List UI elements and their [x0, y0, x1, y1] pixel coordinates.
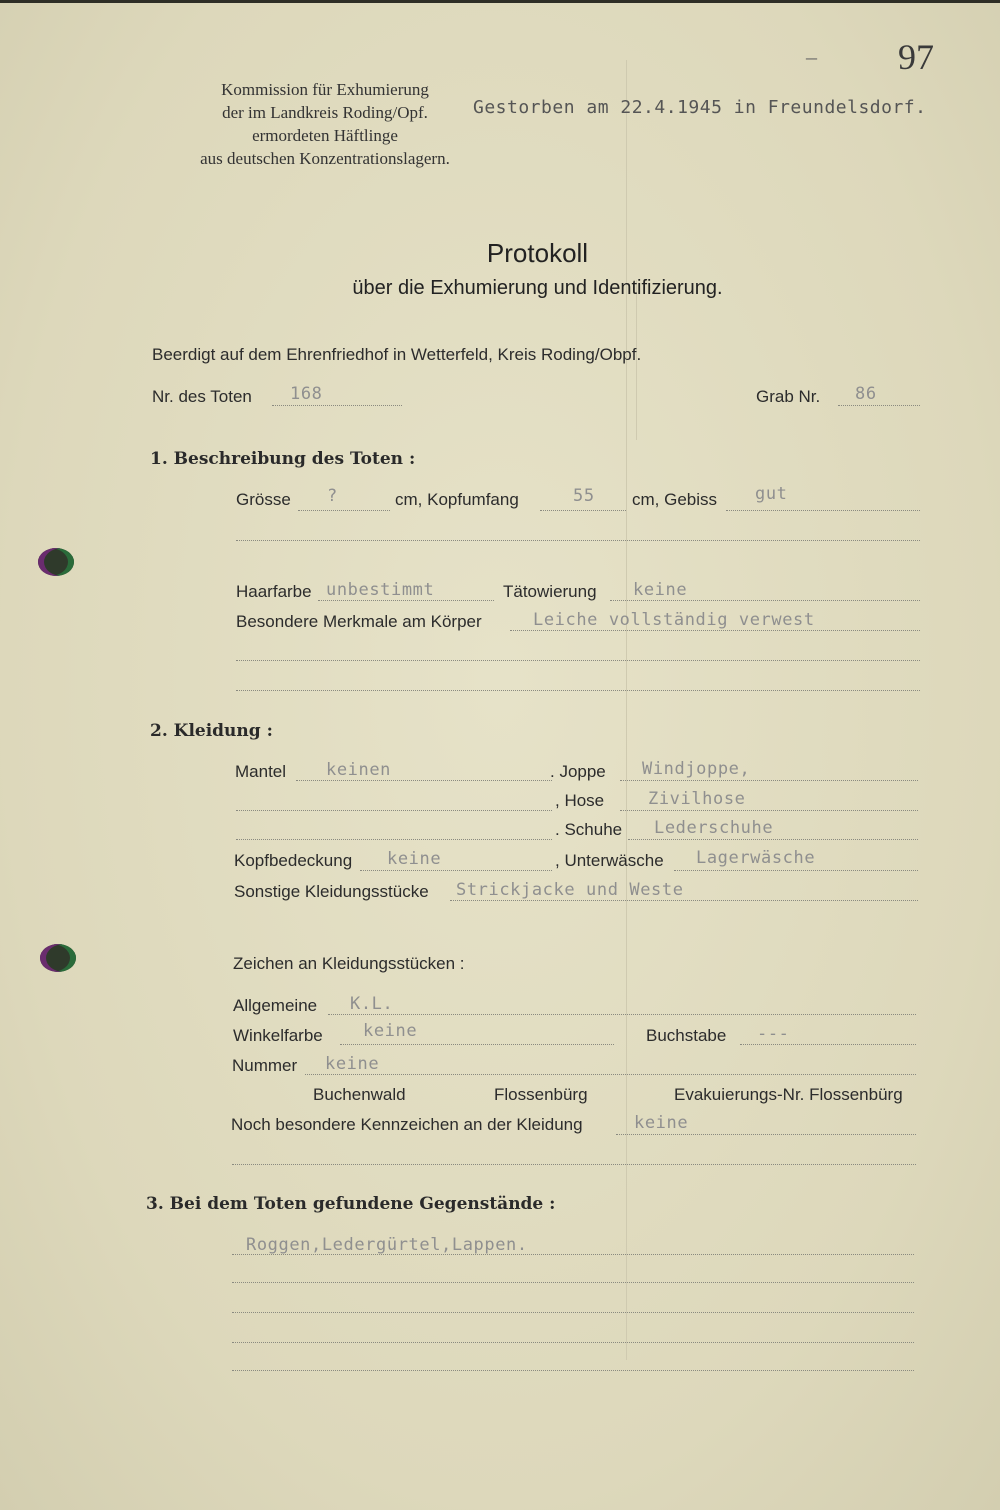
dotted-line [296, 780, 552, 781]
other-clothing-value: Strickjacke und Weste [456, 880, 684, 900]
tattoo-label: Tätowierung [503, 582, 597, 601]
trousers-label: , Hose [555, 791, 605, 810]
page-title: Protokoll [486, 238, 589, 268]
scan-top-edge [0, 0, 1000, 3]
shoes-label: . Schuhe [555, 820, 623, 839]
dotted-line [340, 1044, 614, 1045]
coat-label: Mantel [235, 762, 287, 781]
burial-line: Beerdigt auf dem Ehrenfriedhof in Wetterfeld, Kreis Roding/Obpf. [152, 345, 642, 364]
commission-line-4: aus deutschen Konzentrationslagern. [200, 149, 450, 168]
dotted-line [232, 1254, 914, 1255]
triangle-color-label: Winkelfarbe [233, 1026, 323, 1045]
cm-head-label: cm, Kopfumfang [395, 490, 519, 509]
death-note: Gestorben am 22.4.1945 in Freundelsdorf. [473, 97, 927, 118]
dead-number-value: 168 [290, 384, 323, 404]
commission-line-3: ermordeten Häftlinge [252, 126, 398, 145]
dotted-line [838, 405, 920, 406]
dotted-line [360, 870, 552, 871]
dotted-line [232, 1342, 914, 1343]
section-3-heading: 3. Bei dem Toten gefundene Gegenstände : [146, 1194, 556, 1214]
commission-line-2: der im Landkreis Roding/Opf. [222, 103, 428, 122]
features-label: Besondere Merkmale am Körper [236, 612, 482, 631]
jacket-label: . Joppe [550, 762, 606, 781]
commission-line-1: Kommission für Exhumierung [221, 80, 429, 99]
dotted-line [726, 510, 920, 511]
dotted-line [232, 1282, 914, 1283]
dotted-line [272, 405, 402, 406]
dotted-line [328, 1014, 916, 1015]
dotted-line [232, 1370, 914, 1371]
height-value: ? [327, 486, 338, 506]
page-subtitle: über die Exhumierung und Identifizierung. [352, 277, 723, 299]
dotted-line [616, 1134, 916, 1135]
dotted-line [620, 810, 918, 811]
dotted-line [236, 810, 552, 811]
grave-number-value: 86 [855, 384, 877, 404]
hair-value: unbestimmt [326, 580, 435, 600]
dead-number-label: Nr. des Toten [152, 387, 252, 406]
shoes-value: Lederschuhe [654, 818, 774, 838]
general-mark-value: K.L. [350, 994, 394, 1014]
other-clothing-label: Sonstige Kleidungsstücke [234, 882, 429, 901]
marks-heading: Zeichen an Kleidungsstücken : [233, 954, 465, 973]
number-value: keine [325, 1054, 380, 1074]
tattoo-value: keine [633, 580, 688, 600]
headwear-value: keine [387, 849, 442, 869]
triangle-color-value: keine [363, 1021, 418, 1041]
underwear-label: , Unterwäsche [555, 851, 664, 870]
trousers-value: Zivilhose [648, 789, 746, 809]
punch-hole [38, 548, 74, 576]
dotted-line [298, 510, 390, 511]
coat-value: keinen [326, 760, 392, 780]
dotted-line [510, 630, 920, 631]
dotted-line [540, 510, 626, 511]
hair-label: Haarfarbe [236, 582, 312, 601]
dotted-line [236, 690, 920, 691]
page-number: 97 [898, 37, 934, 77]
headwear-label: Kopfbedeckung [234, 851, 353, 870]
dotted-line [232, 1312, 914, 1313]
camp-buchenwald: Buchenwald [313, 1085, 406, 1104]
camp-flossenbuerg: Flossenbürg [494, 1085, 588, 1104]
items-value: Roggen,Ledergürtel,Lappen. [246, 1235, 528, 1255]
page-mark: – [806, 44, 817, 69]
dotted-line [318, 600, 494, 601]
letter-value: --- [757, 1024, 790, 1044]
underwear-value: Lagerwäsche [696, 848, 816, 868]
features-value: Leiche vollständig verwest [533, 610, 815, 630]
dotted-line [305, 1074, 916, 1075]
dotted-line [620, 780, 918, 781]
special-marks-label: Noch besondere Kennzeichen an der Kleidung [231, 1115, 583, 1134]
dotted-line [610, 600, 920, 601]
letter-label: Buchstabe [646, 1026, 727, 1045]
camp-evacuation: Evakuierungs-Nr. Flossenbürg [674, 1085, 903, 1104]
dotted-line [232, 1164, 916, 1165]
jacket-value: Windjoppe, [642, 759, 751, 779]
dotted-line [450, 900, 918, 901]
dotted-line [236, 839, 552, 840]
section-1-heading: 1. Beschreibung des Toten : [150, 449, 416, 469]
dotted-line [740, 1044, 916, 1045]
teeth-value: gut [755, 484, 788, 504]
head-value: 55 [573, 486, 595, 506]
punch-hole [40, 944, 76, 972]
grave-number-label: Grab Nr. [756, 387, 821, 406]
dotted-line [236, 660, 920, 661]
height-label: Grösse [236, 490, 291, 509]
general-mark-label: Allgemeine [233, 996, 318, 1015]
dotted-line [674, 870, 918, 871]
cm-teeth-label: cm, Gebiss [632, 490, 718, 509]
special-marks-value: keine [634, 1113, 689, 1133]
dotted-line [628, 839, 918, 840]
dotted-line [236, 540, 920, 541]
number-label: Nummer [232, 1056, 298, 1075]
section-2-heading: 2. Kleidung : [150, 721, 273, 741]
